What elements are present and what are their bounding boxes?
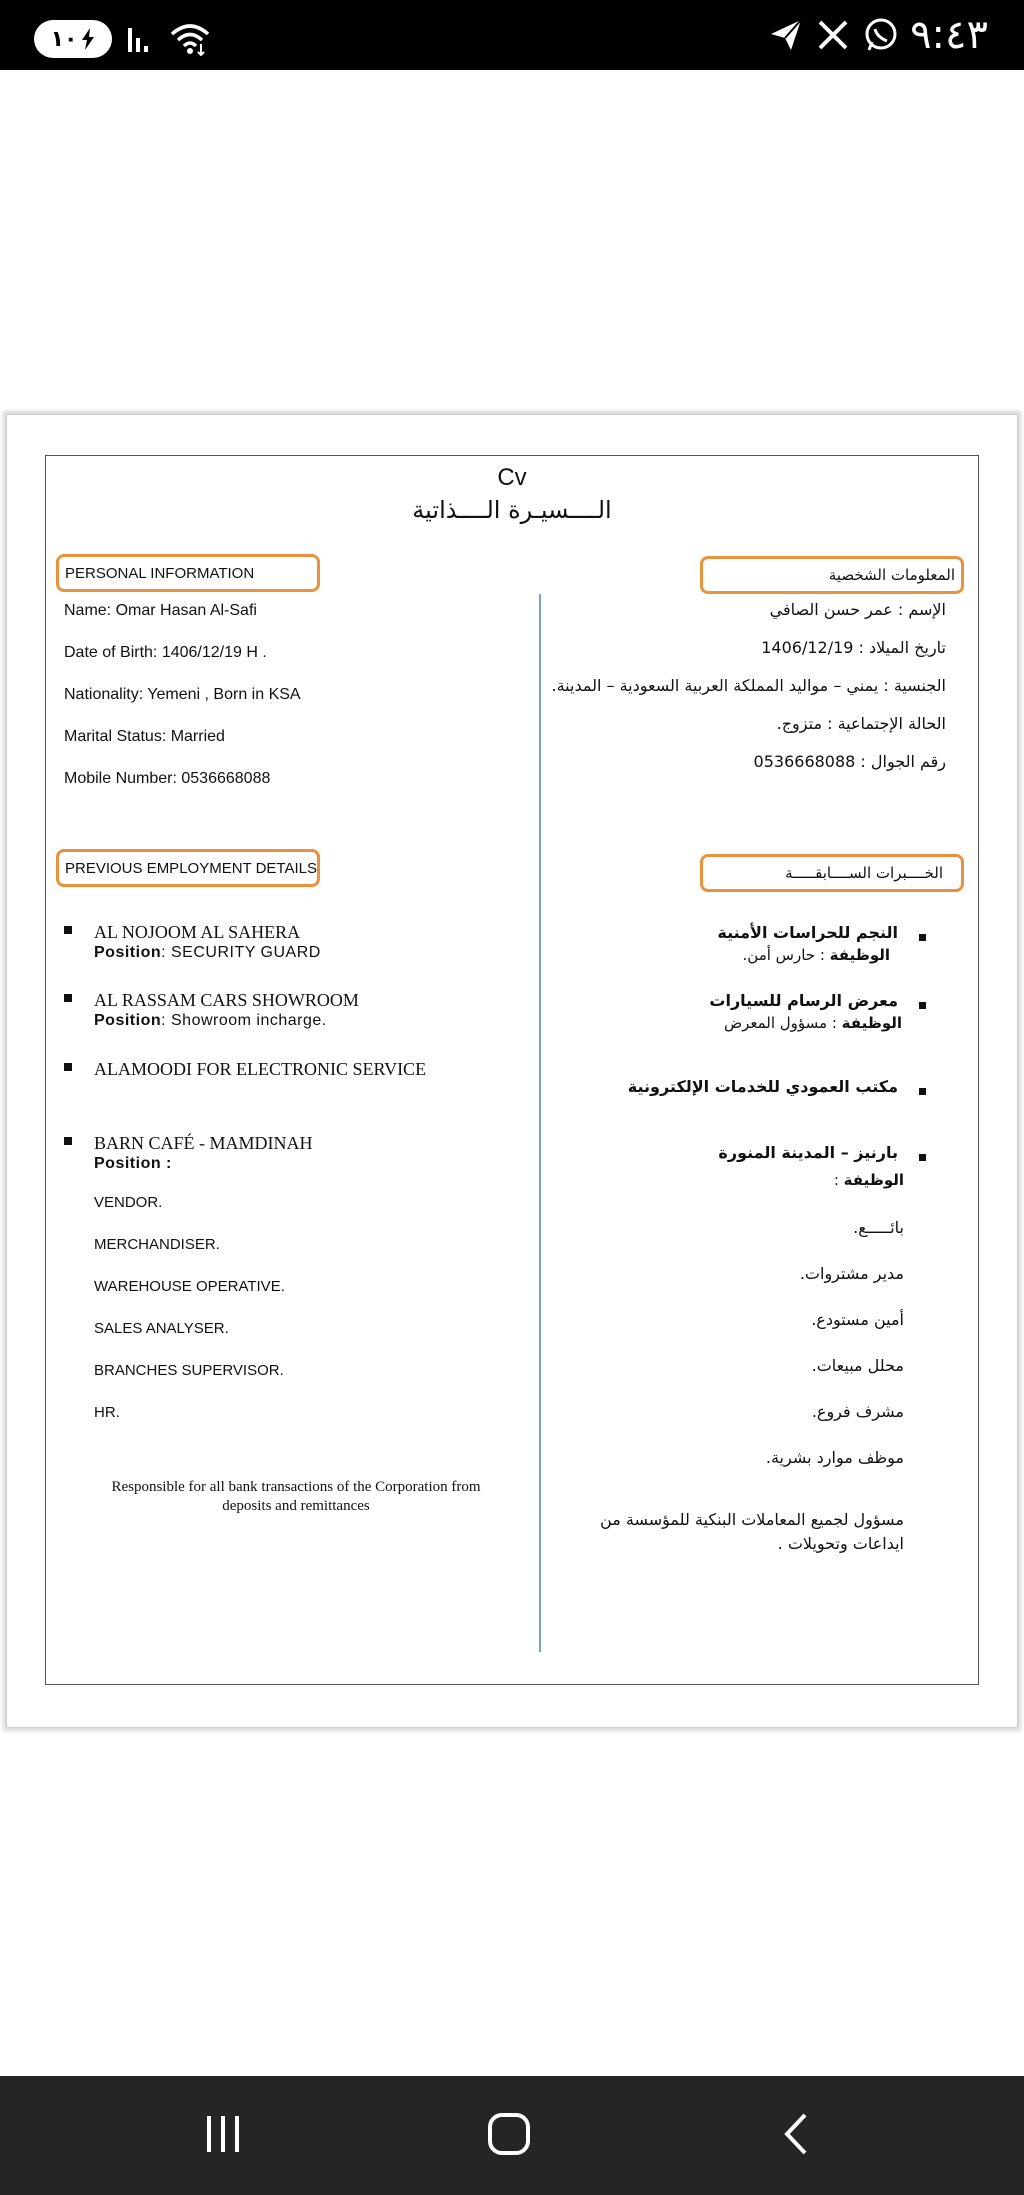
job-position: [94, 1155, 172, 1173]
role-item: WAREHOUSE OPERATIVE.: [94, 1278, 285, 1295]
position-label: Position :: [94, 1155, 172, 1172]
bullet: [919, 934, 926, 941]
back-icon: [777, 2111, 817, 2157]
job-company-arabic: معرض الرسام للسيارات: [709, 991, 898, 1010]
status-notification-icons: [769, 14, 899, 56]
job-company-arabic: مكتب العمودي للخدمات الإلكترونية: [627, 1077, 898, 1096]
job-company: BARN CAFÉ - MAMDINAH: [94, 1133, 313, 1153]
bullet: [919, 1088, 926, 1095]
bullet: [919, 1002, 926, 1009]
personal-name: Name: Omar Hasan Al-Safi: [64, 602, 257, 619]
x-icon: [817, 19, 849, 51]
job-company-arabic: النجم للحراسات الأمنية: [717, 923, 898, 942]
battery-icon: [34, 20, 112, 58]
job-company: ALAMOODI FOR ELECTRONIC SERVICE: [94, 1059, 427, 1079]
position-label: الوظيفة: [829, 946, 890, 964]
position-label: الوظيفة: [841, 1014, 902, 1032]
personal-marital: Marital Status: Married: [64, 728, 225, 745]
personal-dob-arabic: تاريخ الميلاد : 1406/12/19: [761, 638, 946, 657]
job-company: AL NOJOOM AL SAHERA: [94, 922, 301, 942]
bullet: [919, 1154, 926, 1161]
signal-icon: [126, 24, 156, 54]
personal-name-arabic: الإسم : عمر حسن الصافي: [769, 600, 946, 619]
navigation-bar: [0, 2076, 1024, 2195]
clock: ٩:٤٣: [910, 12, 988, 58]
role-item-arabic: مشرف فروع.: [811, 1402, 904, 1421]
role-item-arabic: بائـــــع.: [853, 1218, 904, 1237]
position-value: : Showroom incharge.: [161, 1012, 327, 1029]
job-position-arabic: [834, 1171, 904, 1189]
personal-mobile: Mobile Number: 0536668088: [64, 770, 271, 787]
job-company: AL RASSAM CARS SHOWROOM: [94, 990, 359, 1010]
home-button[interactable]: [474, 2104, 544, 2164]
whatsapp-icon: [863, 17, 899, 53]
role-item: BRANCHES SUPERVISOR.: [94, 1362, 284, 1379]
bullet: [64, 994, 72, 1002]
back-button[interactable]: [762, 2104, 832, 2164]
position-label: Position: [94, 944, 162, 961]
personal-info-heading: PERSONAL INFORMATION: [56, 554, 320, 592]
wifi-icon: [170, 22, 210, 56]
job-position-arabic: [743, 946, 890, 964]
recent-apps-button[interactable]: [188, 2104, 258, 2164]
role-item: VENDOR.: [94, 1194, 163, 1211]
role-item: HR.: [94, 1404, 120, 1421]
recent-apps-icon: [201, 2112, 245, 2156]
status-bar: [0, 0, 1024, 70]
bullet: [64, 1063, 72, 1071]
position-label: Position: [94, 1012, 162, 1029]
role-item: MERCHANDISER.: [94, 1236, 220, 1253]
bullet: [64, 926, 72, 934]
home-icon: [486, 2111, 532, 2157]
role-item: SALES ANALYSER.: [94, 1320, 229, 1337]
status-left: [34, 20, 210, 58]
responsibility-text: Responsible for all bank transactions of the Corporation from deposits and remittances: [111, 1479, 481, 1514]
personal-mobile-arabic: رقم الجوال : 0536668088: [753, 752, 946, 771]
responsibility-text-arabic: مسؤول لجميع المعاملات البنكية للمؤسسة من ايداعات وتحويلات .: [600, 1510, 904, 1553]
job-position-arabic: [724, 1014, 902, 1032]
personal-nationality-arabic: الجنسية : يمني – مواليد المملكة العربية السعودية – المدينة.: [551, 676, 946, 695]
role-item-arabic: محلل مبيعات.: [811, 1356, 904, 1375]
personal-info-heading-arabic: المعلومات الشخصية: [700, 556, 964, 594]
role-item-arabic: موظف موارد بشرية.: [765, 1448, 904, 1467]
personal-nationality: Nationality: Yemeni , Born in KSA: [64, 686, 301, 703]
position-value: :: [833, 1171, 844, 1189]
job-position: [94, 944, 321, 962]
personal-marital-arabic: الحالة الإجتماعية : متزوج.: [776, 714, 946, 733]
personal-dob: Date of Birth: 1406/12/19 H .: [64, 644, 267, 661]
position-label: الوظيفة: [843, 1171, 904, 1189]
title-cv-arabic: الــــسيـرة الــــذاتية: [412, 496, 612, 524]
column-divider: [539, 594, 541, 1652]
document-page: [6, 414, 1018, 1728]
employment-heading-arabic: الخــــبرات الســــابقـــــة: [700, 854, 964, 892]
bullet: [64, 1137, 72, 1145]
position-value: : مسؤول المعرض: [723, 1014, 842, 1032]
position-value: : حارس أمن.: [742, 946, 830, 964]
role-item-arabic: أمين مستودع.: [811, 1310, 904, 1329]
employment-heading: PREVIOUS EMPLOYMENT DETAILS: [56, 849, 320, 887]
cv-frame: [45, 455, 979, 1685]
job-company-arabic: بارنيز – المدينة المنورة: [718, 1143, 898, 1162]
job-position: [94, 1012, 327, 1030]
position-value: : SECURITY GUARD: [161, 944, 321, 961]
send-icon: [769, 18, 803, 52]
title-cv: Cv: [497, 464, 527, 491]
role-item-arabic: مدير مشتروات.: [799, 1264, 904, 1283]
battery-level: ١٠: [50, 26, 78, 51]
